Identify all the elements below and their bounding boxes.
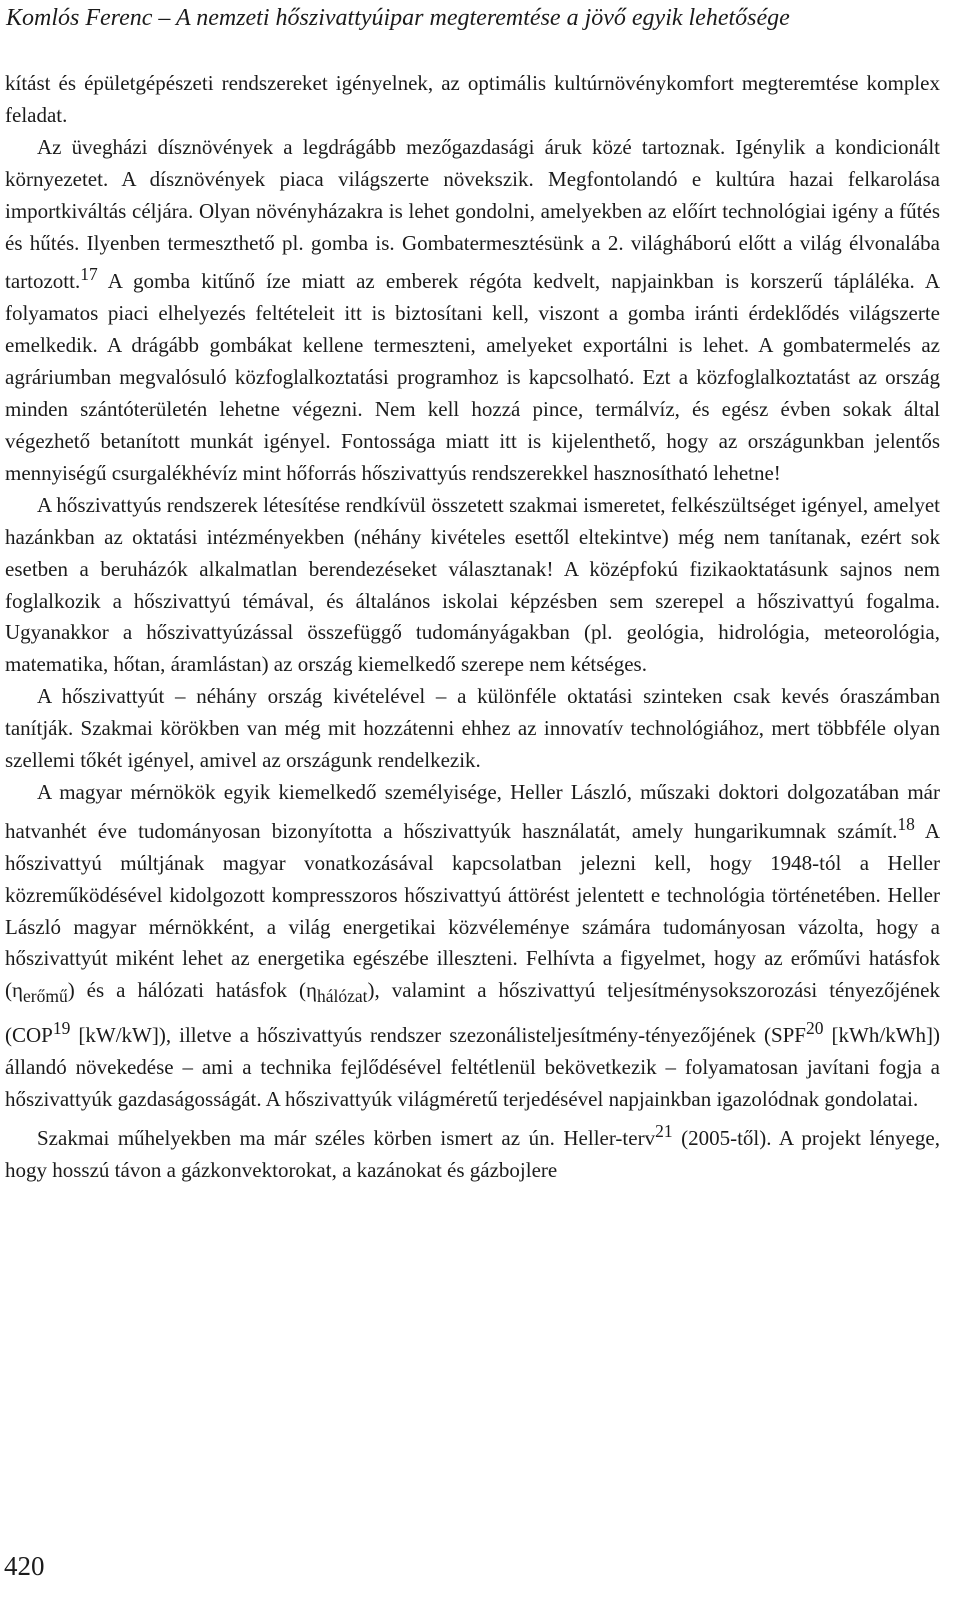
paragraph-text: [kW/kW]), illetve a hőszivattyús rendszer szezonálisteljesítmény-tényezőjének (SPF [70,1023,806,1048]
paragraph-text: ), valamint a hőszivattyú teljesítménysokszorozási tényezőjének (COP [5,978,940,1048]
subscript-halozat: hálózat [316,986,368,1007]
paragraph-5 [5,777,940,1116]
footnote-ref-18: 18 [897,813,915,834]
paragraph-text: (2005-től). A projekt lényege, hogy hosszú távon a gázkonvektorokat, a kazánokat és gázbojlere [5,1126,940,1183]
footnote-ref-17: 17 [80,264,98,285]
paragraph-text: A gomba kitűnő íze miatt az emberek régóta kedvelt, napjainkban is korszerű tápláléka. A folyamatos piaci elhelyezés feltételeit itt is biztosítani kell, viszont a gomba iránti érdeklődés világszerte emelkedik. A drágább gombákat kellene termeszteni, amelyeket exportálni is lehet. A gombatermelés az agráriumban megvalósuló közfoglalkoztatási programhoz is kapcsolható. Ezt a közfoglalkoztatást az ország minden szántóterületén lehetne végezni. Nem kell hozzá pince, termálvíz, és egész évben sokak által végezhető betanított munkát igényel. Fontossága miatt itt is kijelenthető, hogy az országunkban jelentős mennyiségű csurgalékhévíz mint hőforrás hőszivattyús rendszerekkel hasznosítható lehetne! [5,269,940,485]
paragraph-text: A hőszivattyú múltjának magyar vonatkozásával kapcsolatban jelezni kell, hogy 1948-tól a Heller közreműködésével kidolgozott kompresszoros hőszivattyú áttörést jelentett e technológia történetében. Heller László magyar mérnökként, a világ energetikai közvéleménye számára tudományosan vázolta, hogy a hőszivattyút miként lehet az energetika egészébe illeszteni. Felhívta a figyelmet, hogy az erőművi hatásfok (η [5,818,940,1003]
paragraph-text: A hőszivattyút – néhány ország kivételével – a különféle oktatási szinteken csak kevés óraszámban tanítják. Szakmai körökben van még mit hozzátenni ehhez az innovatív technológiához, mert többféle olyan szellemi tőkét igényel, amivel az országunk rendelkezik. [5,684,940,773]
body-text [5,68,940,1187]
footnote-ref-21: 21 [655,1121,673,1142]
paragraph-6 [5,1116,940,1187]
footnote-ref-19: 19 [52,1018,71,1039]
paragraph-text: kítást és épületgépészeti rendszereket igényelnek, az optimális kultúrnövénykomfort megteremtése komplex feladat. [5,71,940,127]
paragraph-3 [5,490,940,681]
paragraph-1 [5,68,940,132]
paragraph-4 [5,681,940,777]
paragraph-2 [5,132,940,490]
page-number: 420 [4,1551,45,1581]
paragraph-text: Az üvegházi dísznövények a legdrágább mezőgazdasági áruk közé tartoznak. Igénylik a kondicionált környezetet. A dísznövények piaca világszerte növekszik. Megfontolandó e kultúra hazai felkarolása importkiváltás céljára. Olyan növényházakra is lehet gondolni, amelyekben az előírt technológiai igény a fűtés és hűtés. Ilyenben termeszthető pl. gomba is. Gombatermesztésünk a 2. világháború előtt a világ élvonalába tartozott. [5,134,940,294]
paragraph-text: A magyar mérnökök egyik kiemelkedő személyisége, Heller László, műszaki doktori dolgozatában már hatvanhét éve tudományosan bizonyította a hőszivattyúk használatát, amely hungarikumnak számít. [5,779,940,843]
footnote-ref-20: 20 [806,1018,824,1039]
subscript-eromu: erőmű [22,986,68,1007]
paragraph-text: A hőszivattyús rendszerek létesítése rendkívül összetett szakmai ismeretet, felkészültséget igényel, amelyet hazánkban az oktatási intézményekben (néhány kivételes esettől eltekintve) még nem tanítanak, ezért sok esetben a beruházók alkalmatlan berendezéseket választanak! A középfokú fizikaoktatásunk sajnos nem foglalkozik a hőszivattyú témával, és általános iskolai képzésben sem szerepel a hőszivattyú fogalma. Ugyanakkor a hőszivattyúzással összefüggő tudományágakban (pl. geológia, hidrológia, meteorológia, matematika, hőtan, áramlástan) az ország kiemelkedő szerepe nem kétséges. [5,492,940,677]
running-header: Komlós Ferenc – A nemzeti hőszivattyúipar megteremtése a jövő egyik lehetősége [6,5,790,31]
paragraph-text: [kWh/kWh]) állandó növekedése – ami a technika fejlődésével feltétlenül bekövetkezik – folyamatosan javítani fogja a hőszivattyúk gazdaságosságát. A hőszivattyúk világméretű terjedésével napjainkban igazolódnak gondolatai. [5,1023,940,1112]
paragraph-text: ) és a hálózati hatásfok (η [67,978,317,1003]
paragraph-text: Szakmai műhelyekben ma már széles körben ismert az ún. Heller-terv [37,1126,656,1151]
